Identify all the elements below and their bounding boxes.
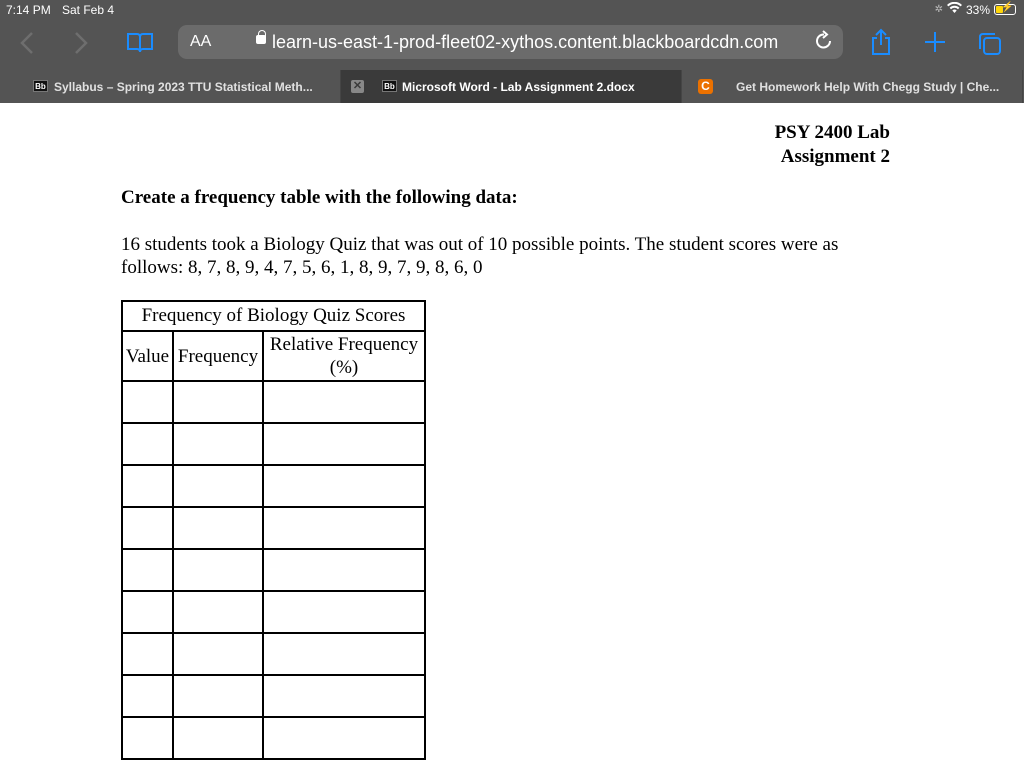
text-size-button[interactable]: AA bbox=[190, 33, 212, 50]
relative-frequency-cell bbox=[263, 381, 425, 423]
brightness-icon: ✲ bbox=[934, 4, 943, 15]
relative-frequency-cell bbox=[263, 591, 425, 633]
value-cell bbox=[122, 549, 173, 591]
value-cell bbox=[122, 717, 173, 759]
value-cell bbox=[122, 381, 173, 423]
tab-title: Microsoft Word - Lab Assignment 2.docx bbox=[402, 79, 635, 94]
table-row bbox=[122, 381, 425, 423]
tab-title: Get Homework Help With Chegg Study | Che... bbox=[736, 79, 1000, 94]
value-cell bbox=[122, 675, 173, 717]
url-text[interactable]: learn-us-east-1-prod-fleet02-xythos.content.blackboardcdn.com bbox=[272, 32, 779, 52]
header-line-2: Assignment 2 bbox=[780, 146, 890, 167]
battery-percent: 33% bbox=[965, 2, 990, 17]
table-body bbox=[122, 381, 425, 759]
document-page bbox=[0, 103, 1024, 768]
table-row bbox=[122, 717, 425, 759]
column-header-relative-frequency: Relative Frequency (%) bbox=[263, 331, 425, 381]
table-caption: Frequency of Biology Quiz Scores bbox=[122, 301, 425, 331]
tab-overview-icon[interactable] bbox=[977, 31, 1003, 62]
table-row bbox=[122, 423, 425, 465]
status-date: Sat Feb 4 bbox=[62, 3, 115, 17]
frequency-cell bbox=[173, 465, 263, 507]
reload-icon[interactable] bbox=[815, 30, 833, 56]
new-tab-icon[interactable] bbox=[924, 31, 946, 58]
table-row bbox=[122, 549, 425, 591]
tab-title: Syllabus – Spring 2023 TTU Statistical Meth... bbox=[54, 79, 313, 94]
bookmarks-icon[interactable] bbox=[126, 32, 154, 59]
close-tab-icon[interactable]: ✕ bbox=[352, 80, 363, 92]
status-time: 7:14 PM bbox=[6, 3, 51, 17]
problem-paragraph: 16 students took a Biology Quiz that was out of 10 possible points. The student scores were as follows: 8, 7, 8, 9, 4, 7, 5, 6, 1, 8, 9, 7, 9, 8, 6, 0 bbox=[121, 234, 839, 278]
relative-frequency-cell bbox=[263, 675, 425, 717]
frequency-cell bbox=[173, 423, 263, 465]
column-header-frequency: Frequency bbox=[173, 331, 263, 381]
browser-toolbar bbox=[0, 22, 1024, 70]
relative-frequency-cell bbox=[263, 465, 425, 507]
value-cell bbox=[122, 507, 173, 549]
table-row bbox=[122, 465, 425, 507]
frequency-cell bbox=[173, 507, 263, 549]
header-line-1: PSY 2400 Lab bbox=[774, 122, 890, 143]
value-cell bbox=[122, 591, 173, 633]
relative-frequency-cell bbox=[263, 633, 425, 675]
back-icon[interactable] bbox=[20, 31, 34, 60]
share-icon[interactable] bbox=[870, 28, 892, 61]
table-row bbox=[122, 675, 425, 717]
frequency-cell bbox=[173, 633, 263, 675]
value-cell bbox=[122, 423, 173, 465]
status-bar bbox=[0, 0, 1024, 22]
column-header-value: Value bbox=[122, 331, 173, 381]
table-row bbox=[122, 633, 425, 675]
tab-chegg[interactable] bbox=[682, 70, 1023, 103]
table-row bbox=[122, 507, 425, 549]
frequency-cell bbox=[173, 717, 263, 759]
tab-bar bbox=[0, 70, 1024, 103]
value-cell bbox=[122, 465, 173, 507]
relative-frequency-cell bbox=[263, 717, 425, 759]
instruction-heading: Create a frequency table with the following data: bbox=[121, 187, 518, 208]
chegg-icon: C bbox=[698, 79, 713, 94]
frequency-cell bbox=[173, 675, 263, 717]
lock-icon bbox=[256, 35, 266, 44]
tab-syllabus[interactable] bbox=[0, 70, 341, 103]
frequency-table bbox=[121, 300, 426, 760]
wifi-icon bbox=[947, 2, 962, 17]
blackboard-icon: Bb bbox=[33, 80, 48, 92]
tab-lab-assignment[interactable] bbox=[341, 70, 682, 103]
relative-frequency-cell bbox=[263, 423, 425, 465]
frequency-cell bbox=[173, 591, 263, 633]
status-right bbox=[935, 2, 1016, 17]
relative-frequency-cell bbox=[263, 549, 425, 591]
forward-icon[interactable] bbox=[74, 31, 88, 60]
address-bar[interactable] bbox=[178, 25, 843, 59]
relative-frequency-cell bbox=[263, 507, 425, 549]
battery-icon: ⚡ bbox=[994, 4, 1016, 15]
table-row bbox=[122, 591, 425, 633]
document-header bbox=[775, 121, 890, 169]
frequency-cell bbox=[173, 549, 263, 591]
value-cell bbox=[122, 633, 173, 675]
frequency-cell bbox=[173, 381, 263, 423]
blackboard-icon: Bb bbox=[382, 80, 397, 92]
